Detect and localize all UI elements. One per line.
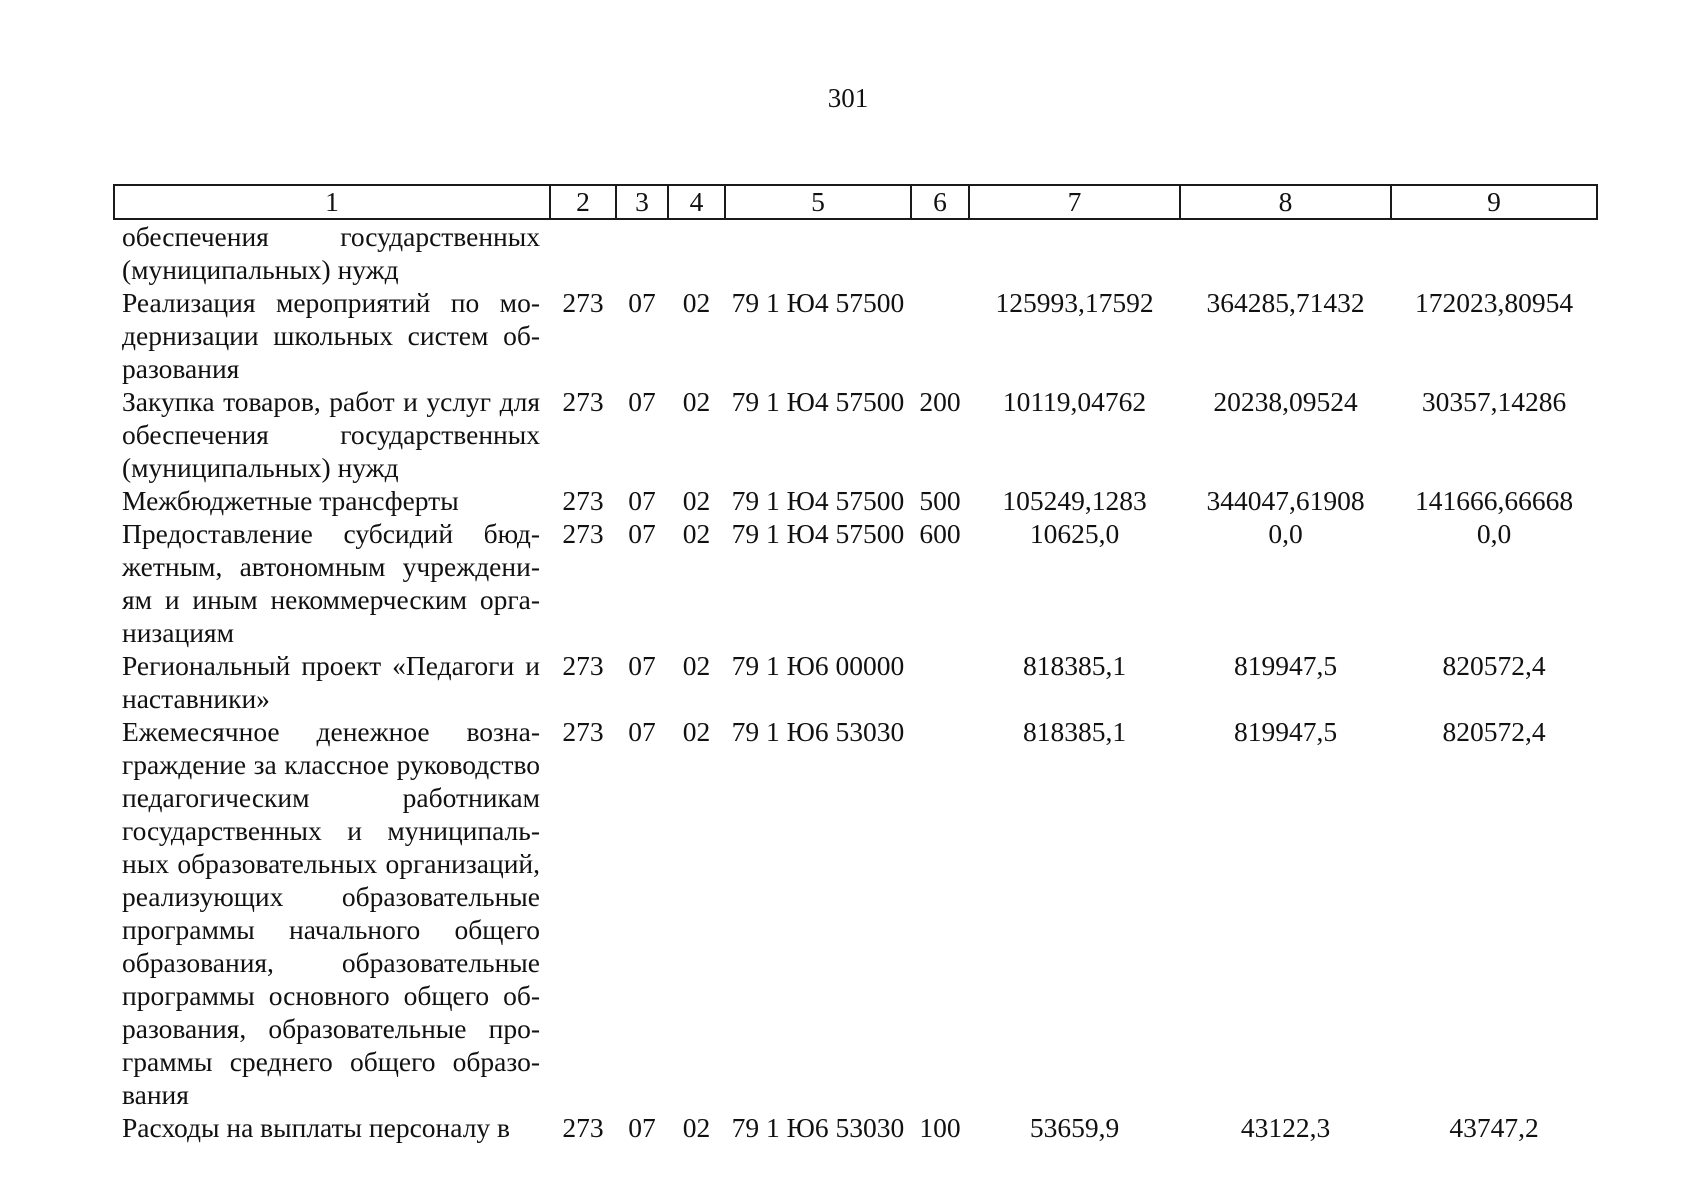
- row-description: Региональный проект «Педагоги и наставники»: [122, 650, 540, 714]
- cell-col-7: 10119,04762: [1002, 386, 1147, 417]
- cell-col-9: [1391, 219, 1597, 286]
- table-row: [114, 1111, 1597, 1144]
- column-header: 6: [911, 185, 969, 219]
- cell-col-5: 79 1 Ю4 57500: [731, 386, 905, 417]
- cell-col-9: 172023,80954: [1414, 287, 1574, 318]
- cell-col-7: [969, 219, 1180, 286]
- cell-col-8: 0,0: [1268, 518, 1303, 549]
- cell-col-6: 500: [919, 485, 961, 516]
- cell-col-3: 07: [628, 287, 656, 318]
- cell-col-7: 818385,1: [1022, 716, 1127, 747]
- cell-col-3: 07: [628, 485, 656, 516]
- table-row: [114, 385, 1597, 484]
- cell-col-8: 344047,61908: [1206, 485, 1365, 516]
- column-header: 7: [969, 185, 1180, 219]
- cell-col-6: [911, 286, 969, 385]
- cell-col-6: 200: [919, 386, 961, 417]
- cell-col-4: 02: [682, 386, 711, 417]
- cell-col-2: 273: [562, 485, 604, 516]
- table-row: [114, 715, 1597, 1111]
- cell-col-7: 10625,0: [1029, 518, 1120, 549]
- table-header-row: [114, 185, 1597, 219]
- cell-col-9: 43747,2: [1449, 1112, 1539, 1143]
- table-row: [114, 649, 1597, 715]
- page-number: 301: [827, 83, 869, 113]
- row-description: Предоставление субсидий бюджетным, автономным учреждениям и иным некоммерческим организациям: [122, 518, 540, 648]
- budget-table: [113, 184, 1598, 1144]
- cell-col-4: 02: [682, 518, 711, 549]
- cell-col-6: [911, 649, 969, 715]
- cell-col-5: 79 1 Ю4 57500: [731, 485, 905, 516]
- cell-col-6: [911, 715, 969, 1111]
- table-row: [114, 286, 1597, 385]
- cell-col-5: [725, 219, 911, 286]
- cell-col-3: 07: [628, 1112, 656, 1143]
- cell-col-8: 43122,3: [1240, 1112, 1331, 1143]
- cell-col-2: [550, 219, 616, 286]
- table-row: [114, 484, 1597, 517]
- cell-col-7: 818385,1: [1022, 650, 1127, 681]
- column-header: 9: [1391, 185, 1597, 219]
- cell-col-2: 273: [562, 518, 604, 549]
- cell-col-2: 273: [562, 1112, 604, 1143]
- cell-col-9: 0,0: [1476, 518, 1512, 549]
- column-header: 3: [616, 185, 668, 219]
- cell-col-2: 273: [562, 716, 604, 747]
- cell-col-6: 100: [919, 1112, 961, 1143]
- cell-col-7: 125993,17592: [995, 287, 1154, 318]
- cell-col-3: 07: [628, 386, 656, 417]
- column-header: 1: [114, 185, 550, 219]
- cell-col-8: [1180, 219, 1391, 286]
- cell-col-9: 141666,66668: [1414, 485, 1574, 516]
- cell-col-4: 02: [682, 650, 711, 681]
- cell-col-4: 02: [682, 485, 711, 516]
- row-description: Расходы на выплаты персоналу в: [122, 1112, 511, 1143]
- cell-col-8: 819947,5: [1233, 650, 1338, 681]
- cell-col-9: 820572,4: [1442, 716, 1546, 747]
- cell-col-5: 79 1 Ю6 53030: [731, 716, 905, 747]
- cell-col-8: 20238,09524: [1213, 386, 1358, 417]
- cell-col-7: 105249,1283: [1002, 485, 1147, 516]
- column-header: 2: [550, 185, 616, 219]
- cell-col-3: 07: [628, 518, 656, 549]
- column-header: 5: [725, 185, 911, 219]
- cell-col-2: 273: [562, 386, 604, 417]
- table-row: [114, 219, 1597, 286]
- cell-col-8: 819947,5: [1233, 716, 1338, 747]
- column-header: 8: [1180, 185, 1391, 219]
- cell-col-5: 79 1 Ю4 57500: [731, 287, 905, 318]
- cell-col-5: 79 1 Ю6 53030: [731, 1112, 905, 1143]
- row-description: обеспечения государственных (муниципальных) нужд: [122, 221, 540, 285]
- cell-col-8: 364285,71432: [1206, 287, 1365, 318]
- cell-col-5: 79 1 Ю6 00000: [731, 650, 905, 681]
- row-description: Ежемесячное денежное вознаграждение за классное руководство педагогическим работникам государственных и муниципальных образовательных организаций, реализующих образовательные программы начального общего образования, образовательные программы основного общего образования, образовательные программы среднего общего образования: [122, 716, 540, 1110]
- cell-col-5: 79 1 Ю4 57500: [731, 518, 905, 549]
- cell-col-4: 02: [682, 716, 711, 747]
- row-description: Закупка товаров, работ и услуг для обеспечения государственных (муниципальных) нужд: [122, 386, 540, 483]
- cell-col-6: [911, 219, 969, 286]
- cell-col-4: 02: [682, 1112, 711, 1143]
- cell-col-9: 820572,4: [1442, 650, 1546, 681]
- cell-col-9: 30357,14286: [1421, 386, 1567, 417]
- row-description: Реализация мероприятий по модернизации школьных систем образования: [122, 287, 540, 384]
- row-description: Межбюджетные трансферты: [122, 485, 459, 516]
- cell-col-3: [616, 219, 668, 286]
- cell-col-2: 273: [562, 650, 604, 681]
- table-row: [114, 517, 1597, 649]
- cell-col-3: 07: [628, 650, 656, 681]
- cell-col-7: 53659,9: [1029, 1112, 1120, 1143]
- cell-col-4: [668, 219, 725, 286]
- cell-col-6: 600: [919, 518, 961, 549]
- cell-col-2: 273: [562, 287, 604, 318]
- cell-col-4: 02: [682, 287, 711, 318]
- cell-col-3: 07: [628, 716, 656, 747]
- column-header: 4: [668, 185, 725, 219]
